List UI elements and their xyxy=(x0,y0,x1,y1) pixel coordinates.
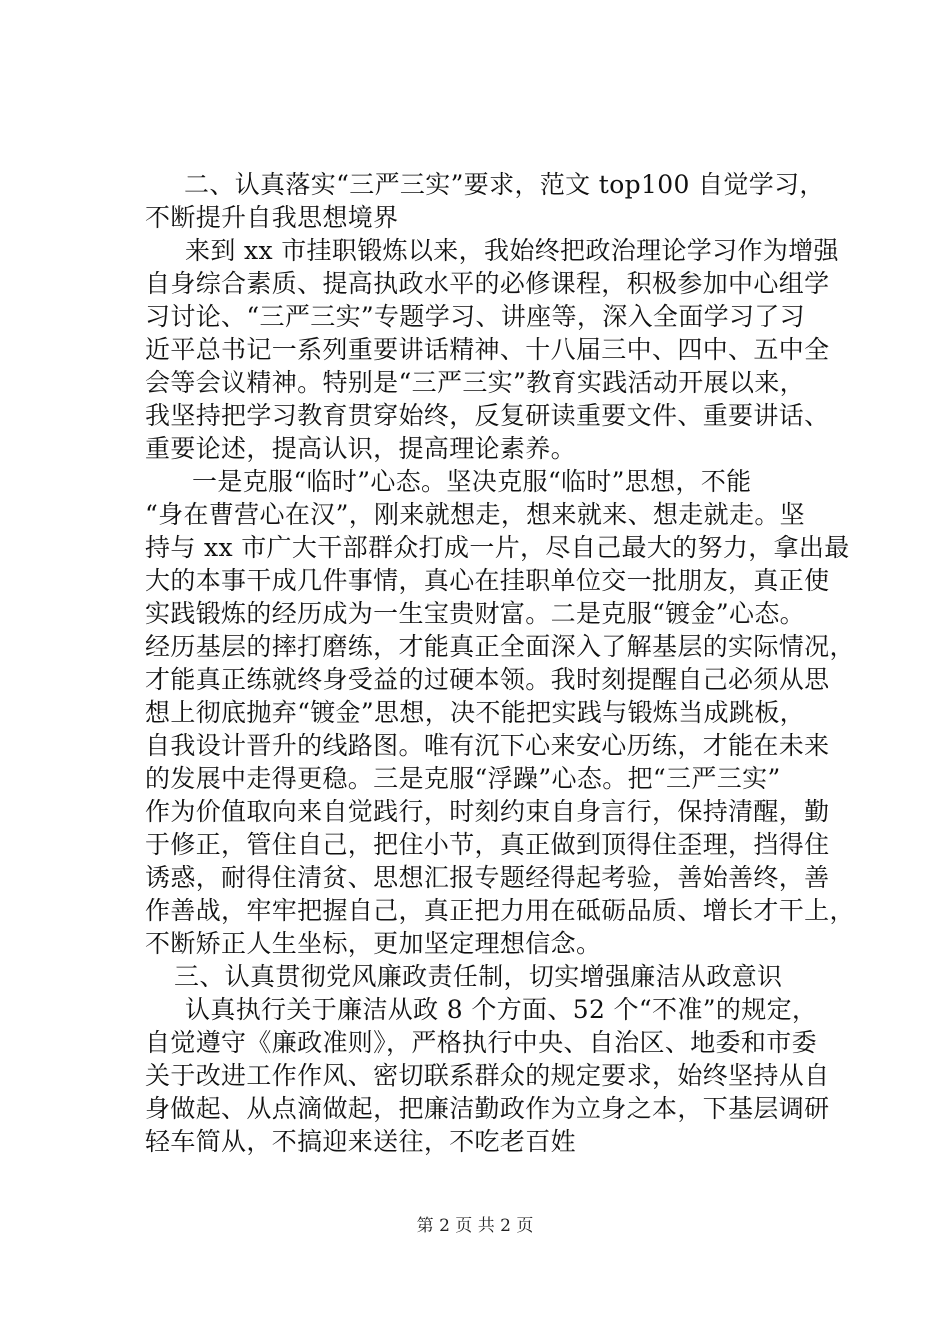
paragraph-line: 习讨论、“三严三实”专题学习、讲座等，深入全面学习了习 xyxy=(145,302,806,331)
paragraph-line: 自我设计晋升的线路图。唯有沉下心来安心历练，才能在未来 xyxy=(145,731,830,760)
section-heading-3: 三、认真贯彻党风廉政责任制，切实增强廉洁从政意识 xyxy=(174,962,783,991)
paragraph-line: 认真执行关于廉洁从政 8 个方面、52 个“不准”的规定， xyxy=(185,995,818,1024)
paragraph-line: 作善战，牢牢把握自己，真正把力用在砥砺品质、增长才干上， xyxy=(145,896,855,925)
paragraph-line: 来到 xx 市挂职锻炼以来，我始终把政治理论学习作为增强 xyxy=(185,236,839,265)
paragraph-line: 实践锻炼的经历成为一生宝贵财富。二是克服“镀金”心态。 xyxy=(145,599,806,628)
paragraph-line: 重要论述，提高认识，提高理论素养。 xyxy=(145,434,576,463)
paragraph-line: 我坚持把学习教育贯穿始终，反复研读重要文件、重要讲话、 xyxy=(145,401,830,430)
paragraph-line: 不断矫正人生坐标，更加坚定理想信念。 xyxy=(145,929,602,958)
paragraph-line: 才能真正练就终身受益的过硬本领。我时刻提醒自己必须从思 xyxy=(145,665,830,694)
paragraph-line: 想上彻底抛弃“镀金”思想，决不能把实践与锻炼当成跳板， xyxy=(145,698,806,727)
paragraph-line: 会等会议精神。特别是“三严三实”教育实践活动开展以来， xyxy=(145,368,806,397)
paragraph-line: 轻车简从，不搞迎来送往，不吃老百姓 xyxy=(145,1127,576,1156)
paragraph-line: 自身综合素质、提高执政水平的必修课程，积极参加中心组学 xyxy=(145,269,830,298)
paragraph-line: 大的本事干成几件事情，真心在挂职单位交一批朋友，真正使 xyxy=(145,566,830,595)
paragraph-line: 持与 xx 市广大干部群众打成一片，尽自己最大的努力，拿出最 xyxy=(145,533,850,562)
paragraph-line: 的发展中走得更稳。三是克服“浮躁”心态。把“三严三实” xyxy=(145,764,781,793)
paragraph-line: 关于改进工作作风、密切联系群众的规定要求，始终坚持从自 xyxy=(145,1061,830,1090)
paragraph-line: 于修正，管住自己，把住小节，真正做到顶得住歪理，挡得住 xyxy=(145,830,830,859)
paragraph-line: 诱惑，耐得住清贫、思想汇报专题经得起考验，善始善终，善 xyxy=(145,863,830,892)
paragraph-line: 身做起、从点滴做起，把廉洁勤政作为立身之本，下基层调研 xyxy=(145,1094,830,1123)
section-heading-2-line-2: 不断提升自我思想境界 xyxy=(145,203,399,232)
paragraph-line: 一是克服“临时”心态。坚决克服“临时”思想，不能 xyxy=(192,467,752,496)
document-body xyxy=(145,168,855,1158)
section-heading-2-line-1: 二、认真落实“三严三实”要求，范文 top100 自觉学习， xyxy=(184,170,825,199)
paragraph-line: 经历基层的摔打磨练，才能真正全面深入了解基层的实际情况， xyxy=(145,632,855,661)
paragraph-line: 自觉遵守《廉政准则》，严格执行中央、自治区、地委和市委 xyxy=(145,1028,817,1057)
page-number-footer: 第 2 页 共 2 页 xyxy=(416,1216,534,1236)
paragraph-line: “身在曹营心在汉”，刚来就想走，想来就来、想走就走。坚 xyxy=(145,500,806,529)
paragraph-line: 近平总书记一系列重要讲话精神、十八届三中、四中、五中全 xyxy=(145,335,830,364)
paragraph-line: 作为价值取向来自觉践行，时刻约束自身言行，保持清醒，勤 xyxy=(145,797,830,826)
